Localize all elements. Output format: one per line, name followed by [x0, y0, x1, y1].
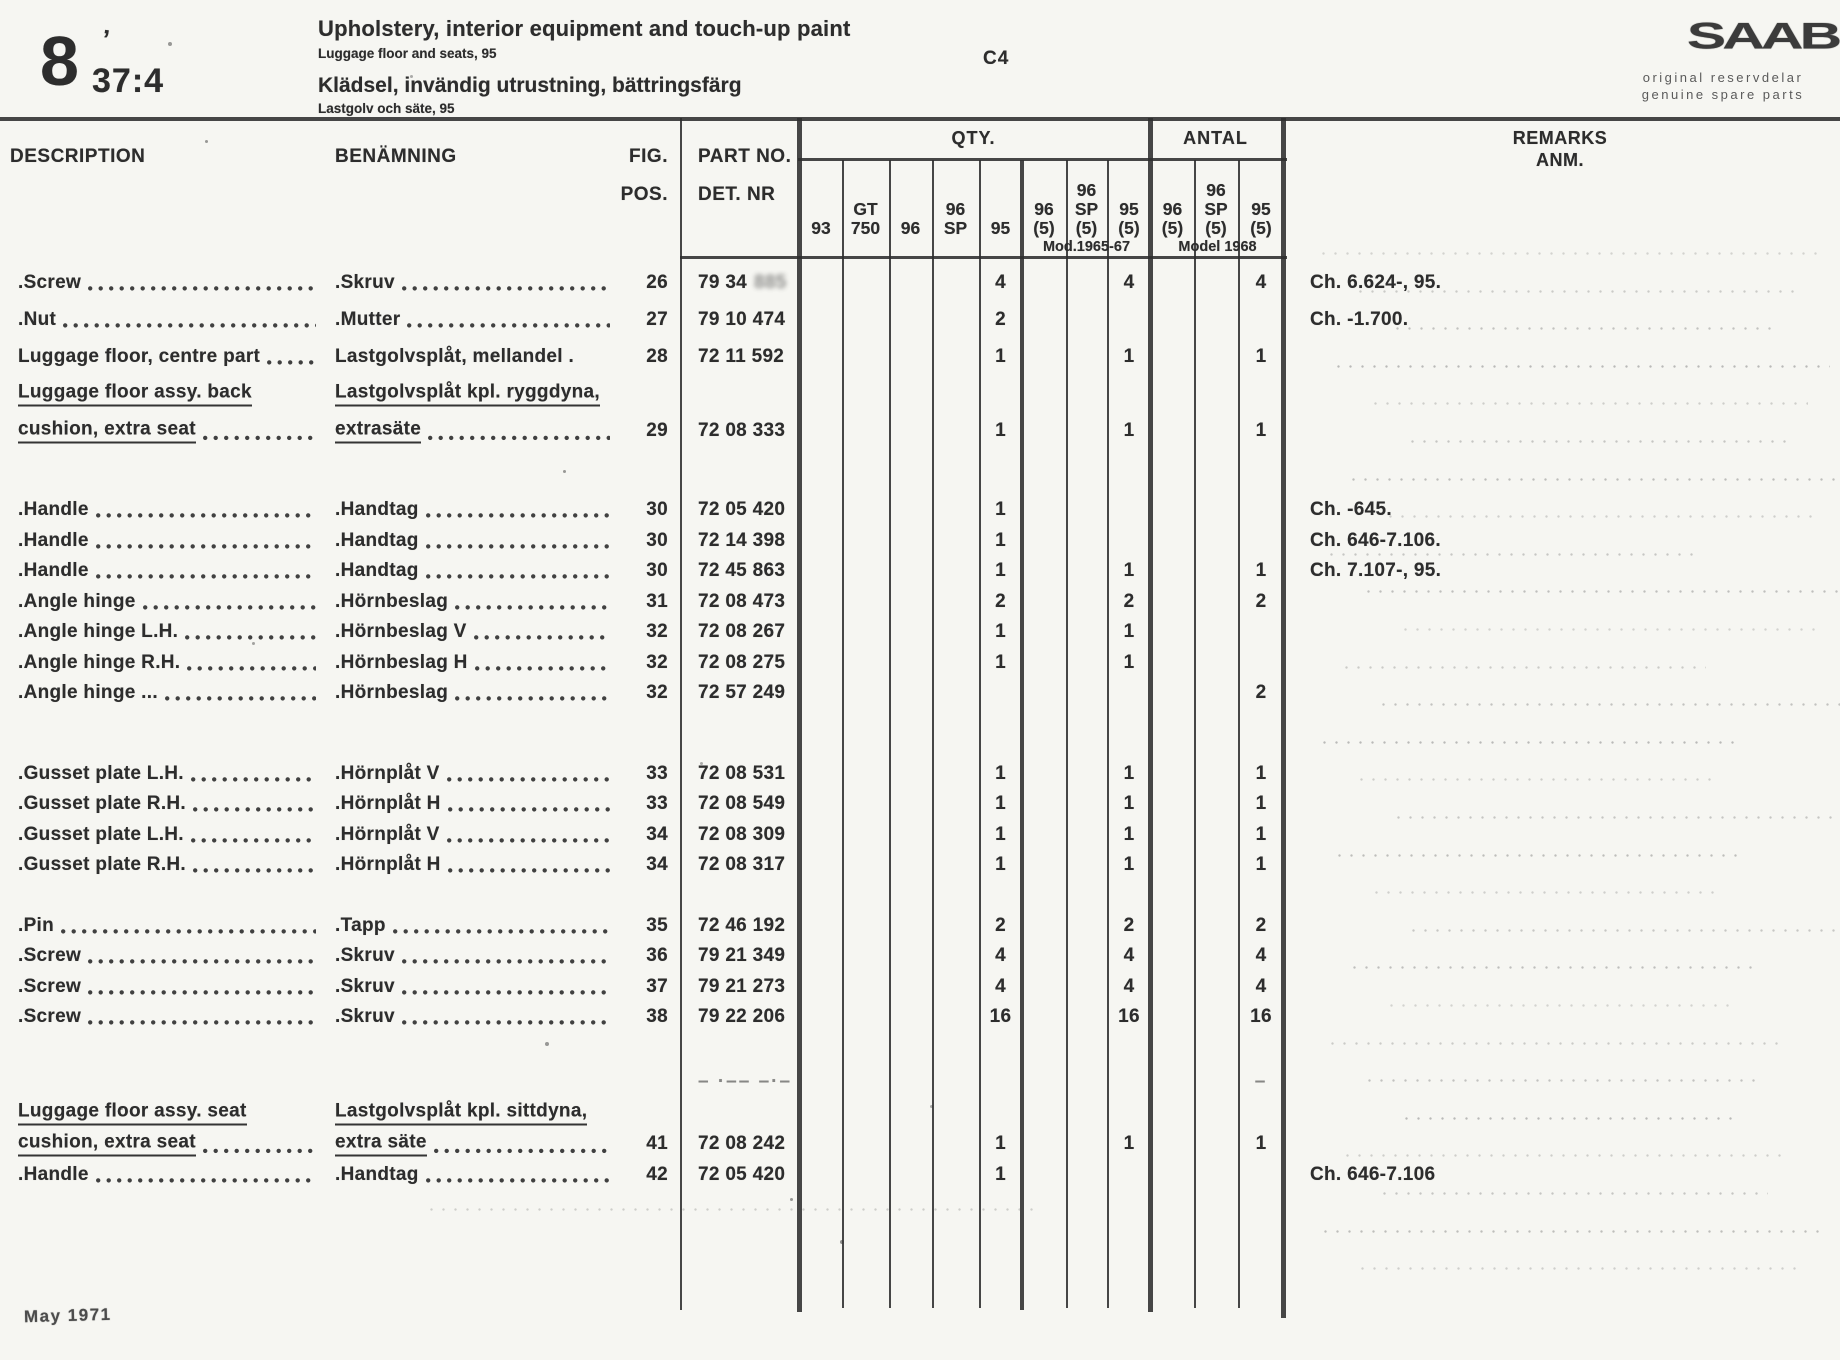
qty-95-cell: 1 [995, 651, 1006, 673]
part-no-cell: 72 08 549 [698, 793, 786, 815]
qty-95-5-mod6567-cell: 1 [1123, 560, 1135, 582]
part-no-cell: 72 57 249 [698, 682, 786, 704]
qty-95-5-mod6567-cell: 1 [1123, 621, 1135, 643]
qty-95-5-mod6567-cell: 1 [1123, 762, 1135, 784]
table-row [0, 1098, 1840, 1129]
qty-95-cell: 1 [995, 621, 1006, 643]
part-no-cell: 72 11 592 [698, 345, 785, 367]
benamning-cell: .Hörnplåt H [335, 793, 612, 815]
qty-95-cell: 1 [995, 793, 1006, 815]
fig-pos-cell: 31 [646, 590, 668, 612]
part-no-cell: 79 34 885 [698, 271, 787, 293]
header-qty: QTY. [951, 128, 996, 148]
description-cell: .Nut [18, 309, 318, 331]
table-row [0, 1160, 1840, 1191]
remarks-dotted-artifact [1346, 1154, 1790, 1158]
group-label-model-1968: Model 1968 [1178, 239, 1257, 255]
benamning-cell: .Handtag [335, 560, 612, 582]
qty-95-5-model1968-cell: 1 [1255, 793, 1267, 815]
header-fig: FIG. [629, 146, 668, 167]
qty-95-5-model1968-cell: 2 [1255, 590, 1267, 612]
row-gap [0, 709, 1840, 759]
qty-col-header-93: 93 [811, 218, 831, 238]
brand-tagline-english: genuine spare parts [1641, 87, 1805, 102]
fig-pos-cell: 26 [646, 271, 668, 293]
qty-95-5-model1968-cell: 1 [1255, 854, 1267, 876]
fig-pos-cell: 38 [646, 1006, 668, 1028]
remarks-dotted-artifact [1405, 1117, 1738, 1121]
part-no-cell: 72 08 531 [698, 762, 786, 784]
benamning-cell: .Handtag [335, 530, 612, 552]
benamning-cell: .Hörnbeslag H [335, 652, 612, 674]
remarks-dotted-artifact [1397, 816, 1840, 820]
qty-95-5-mod6567-cell: 1 [1123, 419, 1135, 441]
qty-col-header-96-(5): 96 (5) [1033, 199, 1055, 238]
table-row [0, 820, 1840, 851]
header-pos: POS. [620, 184, 668, 205]
part-no-cell: 72 08 309 [698, 823, 786, 845]
part-no-cell: 72 08 267 [698, 621, 786, 643]
remarks-dotted-artifact [1390, 1004, 1730, 1008]
qty-95-5-mod6567-cell: 1 [1123, 1133, 1135, 1154]
qty-95-cell: 1 [995, 1133, 1006, 1154]
remarks-dotted-artifact [1324, 1230, 1820, 1234]
table-row [0, 789, 1840, 820]
document-code: C4 [983, 48, 1010, 69]
scan-speck [840, 1240, 844, 1244]
part-no-cell: 72 08 275 [698, 651, 786, 673]
benamning-cell: .Hörnbeslag [335, 591, 612, 613]
remarks-dotted-artifact [1389, 515, 1816, 519]
part-no-cell: – ·–– –·– [698, 1071, 793, 1092]
row-gap [0, 449, 1840, 495]
remarks-dotted-artifact [1360, 778, 1714, 782]
remarks-dotted-artifact [1368, 1079, 1760, 1083]
section-number: 8 [40, 22, 77, 100]
qty-95-5-model1968-cell: 1 [1255, 762, 1267, 784]
header-description: DESCRIPTION [10, 146, 146, 167]
qty-95-cell: 4 [995, 945, 1006, 967]
title-english: Upholstery, interior equipment and touch-up paint [318, 16, 851, 41]
row-gap [0, 881, 1840, 911]
fig-pos-cell: 34 [646, 823, 668, 845]
table-row [0, 301, 1840, 338]
remarks-dotted-artifact [1352, 478, 1838, 482]
qty-95-5-mod6567-cell: 4 [1123, 975, 1135, 997]
qty-95-cell: 1 [995, 419, 1006, 441]
table-row [0, 526, 1840, 557]
scan-speck [492, 354, 495, 357]
description-cell: Luggage floor assy. back [18, 381, 318, 406]
remarks-dotted-artifact [1323, 741, 1736, 745]
header-benamning: BENÄMNING [335, 146, 457, 167]
remarks-dotted-artifact [1361, 1267, 1798, 1271]
illegible-smudge: 885 [754, 271, 787, 293]
fig-pos-cell: 27 [646, 308, 668, 330]
table-row [0, 375, 1840, 412]
description-cell: .Gusset plate L.H. [18, 763, 318, 785]
qty-95-5-mod6567-cell: 1 [1123, 345, 1135, 367]
scan-speck [790, 1198, 793, 1201]
part-no-cell: 72 05 420 [698, 499, 786, 521]
header-anm: ANM. [1536, 150, 1584, 170]
description-cell: cushion, extra seat [18, 418, 318, 443]
qty-95-cell: 2 [995, 914, 1006, 936]
qty-95-cell: 1 [995, 823, 1006, 845]
fig-pos-cell: 42 [646, 1164, 668, 1185]
fig-pos-cell: 30 [646, 529, 668, 551]
qty-95-cell: 4 [995, 271, 1006, 293]
remarks-dotted-artifact [1331, 1042, 1782, 1046]
qty-col-header-95: 95 [990, 218, 1011, 238]
qty-95-5-mod6567-cell: 1 [1123, 793, 1135, 815]
part-no-cell: 79 10 474 [698, 308, 786, 330]
qty-col-header-96-sp-(5): 96 SP (5) [1074, 180, 1099, 238]
remarks-dotted-artifact [1322, 252, 1822, 256]
benamning-cell: .Skruv [335, 272, 612, 294]
qty-95-cell: 2 [995, 308, 1006, 330]
description-cell: .Pin [18, 915, 318, 937]
qty-95-5-mod6567-cell: 2 [1123, 914, 1135, 936]
remarks-dotted-artifact [1374, 402, 1808, 406]
scan-speck [545, 1042, 549, 1046]
benamning-cell: .Handtag [335, 1164, 612, 1186]
table-row [0, 911, 1840, 942]
fig-pos-cell: 36 [646, 945, 668, 967]
description-cell: .Handle [18, 530, 318, 552]
benamning-cell: .Hörnbeslag [335, 682, 612, 704]
benamning-cell: .Tapp [335, 915, 612, 937]
part-no-cell: 79 21 273 [698, 975, 786, 997]
qty-95-cell: 1 [995, 854, 1006, 876]
fig-pos-cell: 28 [646, 345, 668, 367]
qty-95-5-model1968-cell: 1 [1255, 560, 1267, 582]
part-no-cell: 79 22 206 [698, 1006, 786, 1028]
qty-95-5-model1968-cell: 4 [1255, 945, 1267, 967]
fig-pos-cell: 35 [646, 914, 668, 936]
description-cell: .Gusset plate L.H. [18, 824, 318, 846]
body-dotted-artifact [430, 1208, 1040, 1212]
fig-pos-cell: 32 [646, 651, 668, 673]
scan-speck [252, 642, 255, 645]
description-cell: .Screw [18, 272, 318, 294]
fig-pos-cell: 34 [646, 854, 668, 876]
remark-cell: Ch. 6.624-, 95. [1310, 271, 1442, 293]
description-cell: .Gusset plate R.H. [18, 793, 318, 815]
saab-logo: SAAB [1686, 14, 1838, 57]
header-det-nr: DET. NR [698, 184, 776, 205]
remarks-dotted-artifact [1412, 929, 1840, 933]
qty-95-5-mod6567-cell: 4 [1123, 271, 1135, 293]
qty-95-5-mod6567-cell: 2 [1123, 590, 1135, 612]
header-antal: ANTAL [1183, 128, 1248, 148]
qty-95-5-model1968-cell: 4 [1255, 271, 1267, 293]
qty-95-cell: 1 [995, 1164, 1006, 1185]
part-no-cell: 72 45 863 [698, 560, 786, 582]
description-cell: Luggage floor, centre part [18, 346, 318, 368]
qty-95-cell: 16 [989, 1006, 1012, 1028]
qty-95-5-model1968-cell: 2 [1255, 682, 1267, 704]
remarks-dotted-artifact [1383, 1192, 1768, 1196]
table-row [0, 759, 1840, 790]
description-cell: Luggage floor assy. seat [18, 1101, 318, 1126]
benamning-cell: .Skruv [335, 1006, 612, 1028]
qty-95-5-model1968-cell: 1 [1255, 823, 1267, 845]
scan-speck [563, 470, 566, 473]
scan-speck [930, 1105, 933, 1108]
qty-95-5-model1968-cell: 1 [1255, 1133, 1267, 1154]
qty-col-header-96: 96 [900, 218, 921, 238]
scan-speck [120, 1107, 123, 1110]
remark-cell: Ch. 646-7.106. [1310, 529, 1441, 551]
table-row [0, 264, 1840, 301]
remarks-dotted-artifact [1359, 290, 1800, 294]
qty-col-header-95-(5): 95 (5) [1250, 199, 1272, 238]
benamning-cell: .Skruv [335, 976, 612, 998]
header-remarks: REMARKS [1512, 128, 1608, 148]
qty-95-5-mod6567-cell: 16 [1118, 1006, 1140, 1028]
fig-pos-cell: 29 [646, 419, 668, 441]
benamning-cell: .Hörnplåt H [335, 854, 612, 876]
section-reference: 37:4 [92, 62, 165, 100]
fig-pos-cell: 30 [646, 499, 668, 521]
row-gap [0, 1033, 1840, 1067]
fig-pos-cell: 32 [646, 682, 668, 704]
header-part-no: PART NO. [698, 146, 792, 167]
remark-cell: Ch. -645. [1310, 499, 1392, 521]
qty-col-header-gt-750: GT 750 [850, 199, 881, 238]
qty-95-cell: 1 [995, 762, 1006, 784]
table-row [0, 617, 1840, 648]
subtitle-swedish: Lastgolv och säte, 95 [318, 101, 455, 116]
benamning-cell: .Hörnplåt V [335, 763, 612, 785]
part-no-cell: 72 08 473 [698, 590, 786, 612]
description-cell: .Screw [18, 976, 318, 998]
description-cell: cushion, extra seat [18, 1132, 318, 1157]
description-cell: .Handle [18, 499, 318, 521]
remarks-dotted-artifact [1375, 891, 1722, 895]
qty-95-cell: 1 [995, 345, 1006, 367]
remarks-dotted-artifact [1367, 590, 1840, 594]
remarks-dotted-artifact [1353, 966, 1752, 970]
title-block [318, 16, 851, 116]
fig-pos-cell: 41 [646, 1133, 668, 1154]
description-cell: .Handle [18, 560, 318, 582]
scan-speck [410, 75, 413, 78]
remarks-dotted-artifact [1345, 666, 1706, 670]
remarks-dotted-artifact [1330, 553, 1698, 557]
benamning-cell: Lastgolvsplåt kpl. sittdyna, [335, 1101, 612, 1126]
remarks-dotted-artifact [1404, 628, 1824, 632]
description-cell: .Angle hinge R.H. [18, 652, 318, 674]
qty-col-header-96-sp-(5): 96 SP (5) [1204, 180, 1228, 238]
fig-pos-cell: 33 [646, 793, 668, 815]
fig-pos-cell: 37 [646, 975, 668, 997]
remark-cell: Ch. -1.700. [1310, 308, 1409, 330]
qty-95-cell: 1 [995, 529, 1006, 551]
table-row [0, 495, 1840, 526]
scan-speck [700, 762, 703, 765]
qty-95-5-mod6567-cell: 1 [1123, 651, 1135, 673]
benamning-cell: .Handtag [335, 499, 612, 521]
qty-95-5-mod6567-cell: 1 [1123, 854, 1135, 876]
description-cell: .Handle [18, 1164, 318, 1186]
table-row [0, 648, 1840, 679]
qty-95-5-model1968-cell: 1 [1255, 345, 1267, 367]
benamning-cell: Lastgolvsplåt, mellandel . [335, 345, 575, 367]
description-cell: .Gusset plate R.H. [18, 854, 318, 876]
scan-speck [168, 42, 172, 46]
benamning-cell: .Skruv [335, 945, 612, 967]
benamning-cell: extrasäte [335, 418, 612, 443]
table-row [0, 972, 1840, 1003]
part-no-cell: 72 08 333 [698, 419, 786, 441]
qty-col-header-96-(5): 96 (5) [1161, 199, 1184, 238]
table-top-rule [0, 117, 1840, 121]
description-cell: .Screw [18, 945, 318, 967]
qty-col-header-96-sp: 96 SP [943, 199, 968, 238]
qty-95-5-model1968-cell: 2 [1255, 914, 1267, 936]
qty-95-5-model1968-cell: 4 [1255, 975, 1267, 997]
remarks-dotted-artifact [1411, 440, 1786, 444]
qty-95-cell: 1 [995, 499, 1006, 521]
fig-pos-cell: 30 [646, 560, 668, 582]
brand-block [1560, 14, 1838, 102]
fig-pos-cell: 32 [646, 621, 668, 643]
table-row [0, 338, 1840, 375]
remarks-dotted-artifact [1337, 365, 1830, 369]
part-no-cell: 72 08 242 [698, 1133, 786, 1154]
qty-95-5-model1968-cell: 1 [1255, 419, 1267, 441]
benamning-cell: .Hörnplåt V [335, 824, 612, 846]
part-no-cell: 79 21 349 [698, 945, 786, 967]
part-no-cell: 72 14 398 [698, 529, 786, 551]
subtitle-english: Luggage floor and seats, 95 [318, 46, 497, 61]
remarks-dotted-artifact [1382, 703, 1840, 707]
remarks-dotted-artifact [1338, 854, 1744, 858]
title-swedish: Klädsel, invändig utrustning, bättringsfärg [318, 74, 742, 97]
qty-95-5-mod6567-cell: 4 [1123, 945, 1135, 967]
benamning-cell: .Hörnbeslag V [335, 621, 612, 643]
fig-pos-cell: 33 [646, 762, 668, 784]
remark-cell: Ch. 7.107-, 95. [1310, 560, 1442, 582]
section-tick-mark: ’ [100, 23, 112, 55]
qty-95-5-model1968-cell: – [1254, 1071, 1268, 1092]
qty-95-cell: 1 [995, 560, 1006, 582]
group-label-mod-1965-67: Mod.1965-67 [1042, 239, 1131, 255]
qty-95-5-mod6567-cell: 1 [1123, 823, 1135, 845]
part-no-cell: 72 05 420 [698, 1164, 786, 1185]
description-cell: .Angle hinge L.H. [18, 621, 318, 643]
benamning-cell: extra säte [335, 1132, 612, 1157]
benamning-cell: Lastgolvsplåt kpl. ryggdyna, [335, 381, 612, 406]
qty-95-5-model1968-cell: 16 [1250, 1006, 1272, 1028]
description-cell: .Screw [18, 1006, 318, 1028]
scan-speck [205, 140, 208, 143]
brand-tagline-swedish: original reservdelar [1642, 70, 1804, 85]
table-row [0, 556, 1840, 587]
remarks-dotted-artifact [1396, 327, 1778, 331]
qty-col-header-95-(5): 95 (5) [1118, 199, 1140, 238]
description-cell: .Angle hinge ... [18, 682, 318, 704]
benamning-cell: .Mutter [335, 309, 612, 331]
description-cell: .Angle hinge [18, 591, 318, 613]
part-no-cell: 72 08 317 [698, 854, 786, 876]
part-no-cell: 72 46 192 [698, 914, 786, 936]
qty-95-cell: 2 [995, 590, 1006, 612]
footer-date: May 1971 [23, 1304, 112, 1327]
remark-cell: Ch. 646-7.106 [1310, 1164, 1436, 1185]
qty-95-cell: 4 [995, 975, 1006, 997]
